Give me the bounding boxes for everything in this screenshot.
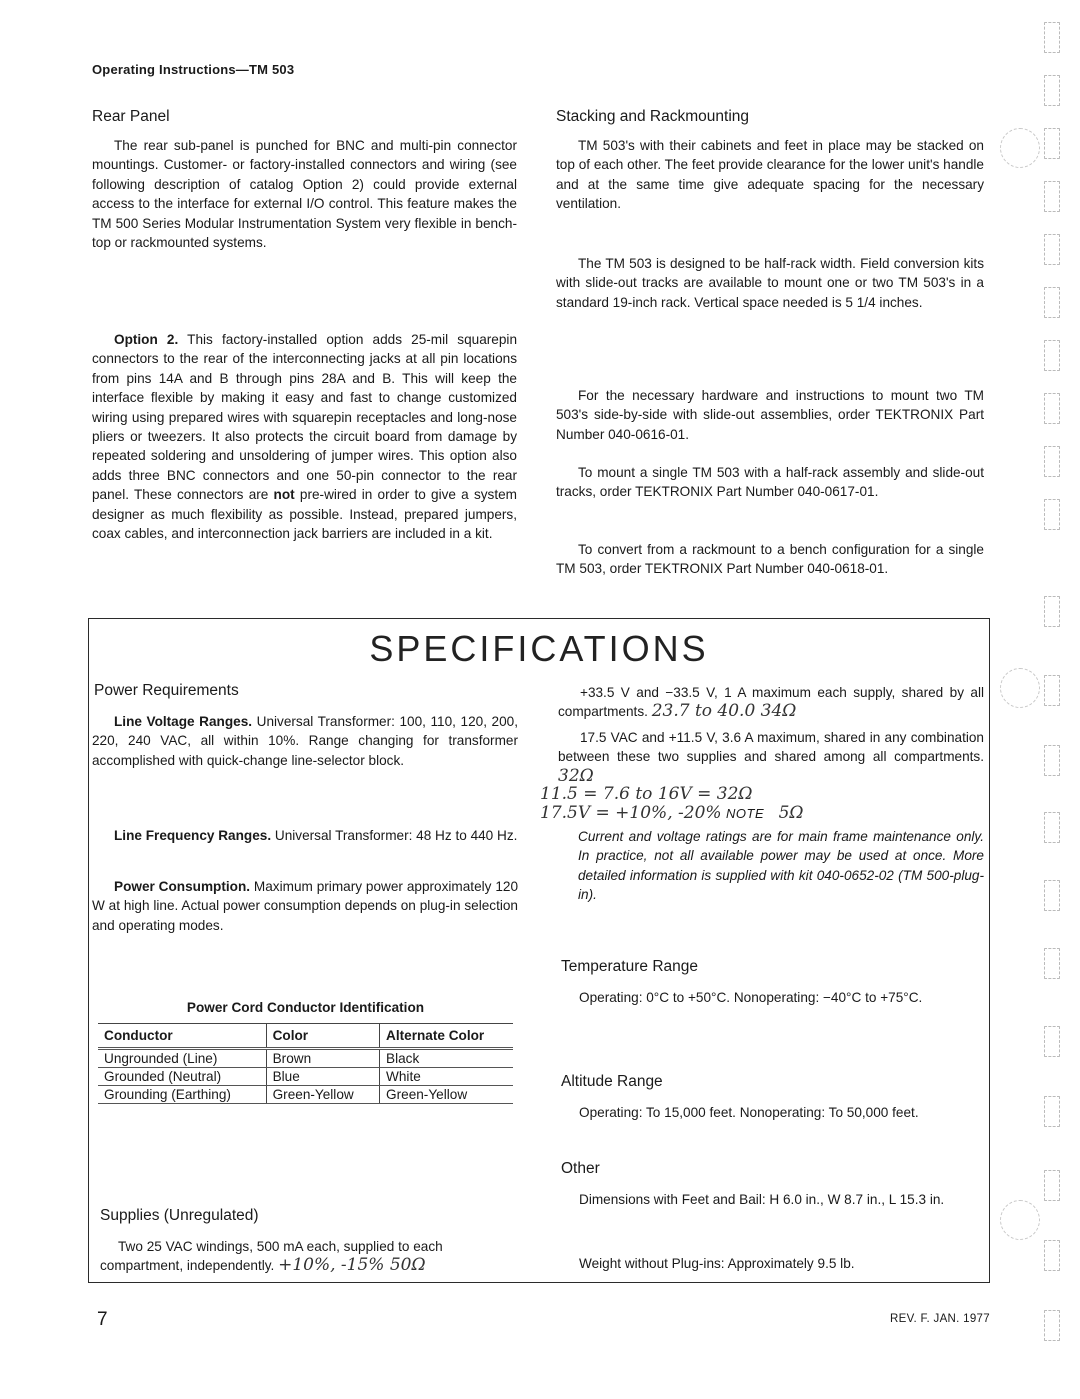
ring-hole-icon bbox=[1000, 668, 1040, 708]
stacking-heading: Stacking and Rackmounting bbox=[556, 108, 750, 125]
punch-hole-icon bbox=[1044, 287, 1060, 318]
punch-hole-icon bbox=[1044, 181, 1060, 212]
handwritten-annotation: 23.7 to 40.0 34Ω bbox=[651, 701, 797, 722]
punch-hole-icon bbox=[1044, 340, 1060, 371]
rear-panel-text: The rear sub-panel is punched for BNC and multi-pin connector mountings. Customer- or factory-installed connectors and wiring (see following description of catalog Option 2) could provide external access to the interface for external I/O control. This feature makes the TM 500 Series Modular Instrumentation System very flexible in bench-top or rackmounted systems. bbox=[92, 138, 517, 251]
supply-1-text: +33.5 V and −33.5 V, 1 A maximum each supply, shared by all compartments. bbox=[558, 685, 984, 720]
option-2-text-a: This factory-installed option adds 25-mil squarepin connectors to the rear of the interconnecting jacks at all pin locations from pins 14A and B through pins 28A and B. This will keep the interface flexible by making it easy and fast to change customized wiring using prepared wires with squarepin receptacles and long-nose pliers or tweezers. It also protects the circuit board from damage by repeated soldering and unsoldering of jumper wires. This option also adds three BNC connectors and one 50-pin connector to the rear panel. These connectors are bbox=[92, 332, 518, 503]
table-header-row bbox=[98, 1024, 513, 1049]
regulated-supply-1 bbox=[558, 683, 984, 722]
ring-hole-icon bbox=[1000, 1200, 1040, 1240]
supply-2-text: 17.5 VAC and +11.5 V, 3.6 A maximum, shared in any combination between these two supplies and shared among all compartments. bbox=[558, 730, 984, 765]
rear-panel-section bbox=[92, 136, 517, 252]
note-text: Current and voltage ratings are for main frame maintenance only. In practice, not all available power may be used at once. More detailed information is supplied with kit 040-0652-02 (TM 500-plug-in). bbox=[578, 829, 984, 903]
column-header-color: Color bbox=[266, 1024, 379, 1049]
stacking-p3 bbox=[556, 386, 984, 444]
punch-hole-icon bbox=[1044, 745, 1060, 776]
column-header-alternate-color: Alternate Color bbox=[380, 1024, 513, 1049]
note-line bbox=[540, 803, 804, 823]
stacking-p4 bbox=[556, 463, 984, 502]
supplies-unregulated-heading: Supplies (Unregulated) bbox=[100, 1207, 259, 1224]
line-frequency-text: Universal Transformer: 48 Hz to 440 Hz. bbox=[271, 828, 518, 843]
table-cell: Grounding (Earthing) bbox=[98, 1086, 266, 1104]
other-heading: Other bbox=[561, 1160, 600, 1177]
table-cell: Ungrounded (Line) bbox=[98, 1049, 266, 1068]
stacking-p1-text: TM 503's with their cabinets and feet in place may be stacked on top of each other. The feet provide clearance for the lower unit's handle and at the same time give adequate spacing for the necessary ventilation. bbox=[556, 138, 984, 212]
stacking-p5-text: To convert from a rackmount to a bench configuration for a single TM 503, order TEKTRONIX Part Number 040-0618-01. bbox=[556, 542, 984, 577]
supplies-unregulated-section bbox=[100, 1237, 525, 1276]
punch-hole-icon bbox=[1044, 1170, 1060, 1201]
stacking-p2-text: The TM 503 is designed to be half-rack width. Field conversion kits with slide-out tracks are available to mount one or two TM 503's in a standard 19-inch rack. Vertical space needed is 5 1/4 inches. bbox=[556, 256, 984, 310]
stacking-p1 bbox=[556, 136, 984, 214]
stacking-p4-text: To mount a single TM 503 with a half-rack assembly and slide-out tracks, order TEKTRONIX Part Number 040-0617-01. bbox=[556, 465, 984, 500]
stacking-p2 bbox=[556, 254, 984, 312]
punch-hole-icon bbox=[1044, 948, 1060, 979]
option-2-paragraph bbox=[92, 330, 517, 543]
stacking-p5 bbox=[556, 540, 984, 579]
stacking-p3-text: For the necessary hardware and instructions to mount two TM 503's side-by-side with slide-out assemblies, order TEKTRONIX Part Number 040-0616-01. bbox=[556, 388, 984, 442]
weight-section bbox=[561, 1254, 987, 1273]
handwritten-annotation: +10%, -15% 50Ω bbox=[278, 1255, 426, 1276]
temperature-section bbox=[561, 988, 987, 1007]
line-frequency-label: Line Frequency Ranges. bbox=[114, 828, 272, 843]
running-head: Operating Instructions—TM 503 bbox=[92, 62, 295, 77]
rear-panel-paragraph bbox=[92, 136, 517, 252]
punch-hole-icon bbox=[1044, 234, 1060, 265]
punch-hole-icon bbox=[1044, 812, 1060, 843]
specifications-title: SPECIFICATIONS bbox=[369, 628, 709, 669]
table-cell: Blue bbox=[266, 1068, 379, 1086]
note-label: NOTE bbox=[726, 806, 765, 821]
supplies-unregulated-text: Two 25 VAC windings, 500 mA each, supplied to each compartment, independently. bbox=[100, 1239, 443, 1274]
handwritten-line-2: 17.5V = +10%, -20% bbox=[540, 803, 722, 823]
option-2-label: Option 2. bbox=[114, 332, 179, 347]
power-cord-table-block bbox=[98, 1000, 513, 1104]
dimensions-section bbox=[561, 1190, 987, 1209]
punch-hole-icon bbox=[1044, 596, 1060, 627]
option-2-bold-not: not bbox=[273, 487, 295, 503]
table-cell: Grounded (Neutral) bbox=[98, 1068, 266, 1086]
table-cell: Black bbox=[380, 1049, 513, 1068]
handwritten-line-2-tail: 5Ω bbox=[778, 803, 804, 823]
table-row bbox=[98, 1068, 513, 1086]
table-cell: Green-Yellow bbox=[266, 1086, 379, 1104]
table-row bbox=[98, 1049, 513, 1068]
power-consumption-text: Maximum primary power approximately 120 W at high line. Actual power consumption depends on plug-in selection and operating modes. bbox=[92, 879, 519, 933]
power-requirements-heading: Power Requirements bbox=[94, 682, 239, 699]
power-cord-table-caption: Power Cord Conductor Identification bbox=[186, 1000, 425, 1015]
punch-hole-icon bbox=[1044, 75, 1060, 106]
punch-hole-icon bbox=[1044, 1096, 1060, 1127]
line-voltage-text: Universal Transformer: 100, 110, 120, 200, 220, 240 VAC, all within 10%. Range changing for transformer accomplished with quick-change line-selector block. bbox=[92, 714, 518, 768]
handwritten-annotation: 32Ω bbox=[558, 765, 594, 786]
note-section bbox=[578, 827, 984, 905]
line-voltage-section bbox=[92, 712, 518, 770]
punch-hole-icon bbox=[1044, 1026, 1060, 1057]
punch-hole-icon bbox=[1044, 393, 1060, 424]
punch-hole-icon bbox=[1044, 22, 1060, 53]
revision-date: REV. F. JAN. 1977 bbox=[890, 1313, 990, 1325]
power-consumption-label: Power Consumption. bbox=[114, 879, 251, 894]
power-cord-table bbox=[98, 1023, 513, 1104]
table-cell: White bbox=[380, 1068, 513, 1086]
rear-panel-heading: Rear Panel bbox=[92, 108, 170, 125]
weight-text: Weight without Plug-ins: Approximately 9.5 lb. bbox=[579, 1256, 855, 1271]
table-cell: Green-Yellow bbox=[380, 1086, 513, 1104]
line-voltage-label: Line Voltage Ranges. bbox=[114, 714, 253, 729]
altitude-text: Operating: To 15,000 feet. Nonoperating: To 50,000 feet. bbox=[579, 1105, 919, 1120]
punch-hole-icon bbox=[1044, 1240, 1060, 1271]
altitude-section bbox=[561, 1103, 987, 1122]
punch-hole-icon bbox=[1044, 128, 1060, 159]
punch-hole-icon bbox=[1044, 1310, 1060, 1341]
handwritten-line-1: 11.5 = 7.6 to 16V = 32Ω bbox=[540, 784, 753, 804]
regulated-supply-2 bbox=[558, 728, 984, 786]
power-consumption-section bbox=[92, 877, 518, 935]
option-2-section bbox=[92, 330, 517, 543]
dimensions-text: Dimensions with Feet and Bail: H 6.0 in., W 8.7 in., L 15.3 in. bbox=[579, 1192, 945, 1207]
punch-hole-icon bbox=[1044, 446, 1060, 477]
altitude-heading: Altitude Range bbox=[561, 1073, 663, 1090]
option-2-text-b: pre-wired in order to give a system designer as much flexibility as possible. Instead, prepared jumpers, coax cables, and interconnection jack barriers are included in a kit. bbox=[92, 487, 517, 542]
punch-hole-icon bbox=[1044, 880, 1060, 911]
table-row bbox=[98, 1086, 513, 1104]
page-number: 7 bbox=[97, 1309, 108, 1330]
ring-hole-icon bbox=[1000, 128, 1040, 168]
temperature-heading: Temperature Range bbox=[561, 958, 698, 975]
punch-hole-icon bbox=[1044, 499, 1060, 530]
temperature-text: Operating: 0°C to +50°C. Nonoperating: −40°C to +75°C. bbox=[579, 990, 923, 1005]
line-frequency-section bbox=[92, 826, 518, 845]
punch-hole-icon bbox=[1044, 675, 1060, 706]
table-cell: Brown bbox=[266, 1049, 379, 1068]
column-header-conductor: Conductor bbox=[98, 1024, 266, 1049]
